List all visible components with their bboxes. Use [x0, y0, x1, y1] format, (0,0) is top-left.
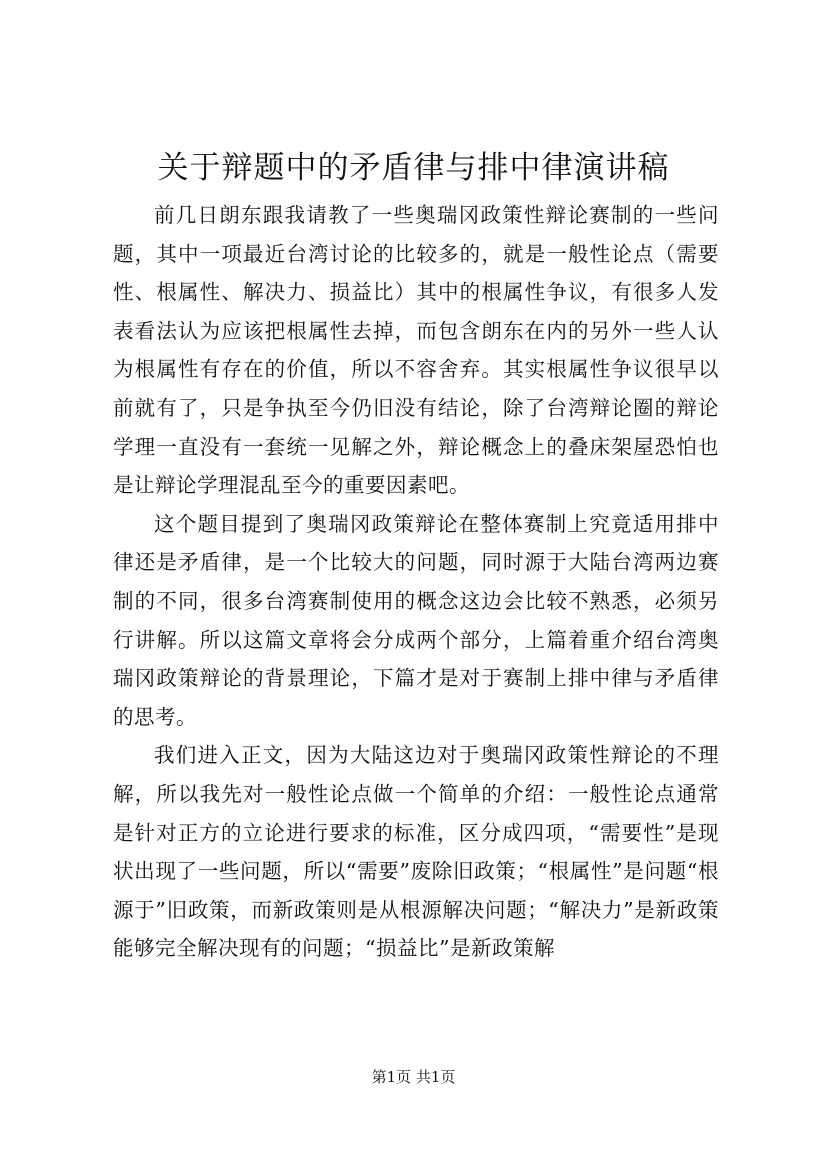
paragraph-3: 我们进入正文，因为大陆这边对于奥瑞冈政策性辩论的不理解，所以我先对一般性论点做一个简单的介绍：一般性论点通常是针对正方的立论进行要求的标准，区分成四项，“需要性”是现状出现了一些问题，所以“需要”废除旧政策；“根属性”是问题“根源于”旧政策，而新政策则是从根源解决问题；“解决力”是新政策能够完全解决现有的问题；“损益比”是新政策解	[113, 743, 719, 961]
page-footer: 第1页 共1页	[371, 1068, 456, 1086]
paragraph-2: 这个题目提到了奥瑞冈政策辩论在整体赛制上究竟适用排中律还是矛盾律，是一个比较大的问题，同时源于大陆台湾两边赛制的不同，很多台湾赛制使用的概念这边会比较不熟悉，必须另行讲解。所以这篇文章将会分成两个部分，上篇着重介绍台湾奥瑞冈政策辩论的背景理论，下篇才是对于赛制上排中律与矛盾律的思考。	[113, 511, 719, 729]
document-body	[113, 196, 719, 968]
document-title: 关于辩题中的矛盾律与排中律演讲稿	[157, 150, 670, 186]
paragraph-1: 前几日朗东跟我请教了一些奥瑞冈政策性辩论赛制的一些问题，其中一项最近台湾讨论的比较多的，就是一般性论点（需要性、根属性、解决力、损益比）其中的根属性争议，有很多人发表看法认为应该把根属性去掉，而包含朗东在内的另外一些人认为根属性有存在的价值，所以不容舍弃。其实根属性争议很早以前就有了，只是争执至今仍旧没有结论，除了台湾辩论圈的辩论学理一直没有一套统一见解之外，辩论概念上的叠床架屋恐怕也是让辩论学理混乱至今的重要因素吧。	[113, 203, 719, 498]
